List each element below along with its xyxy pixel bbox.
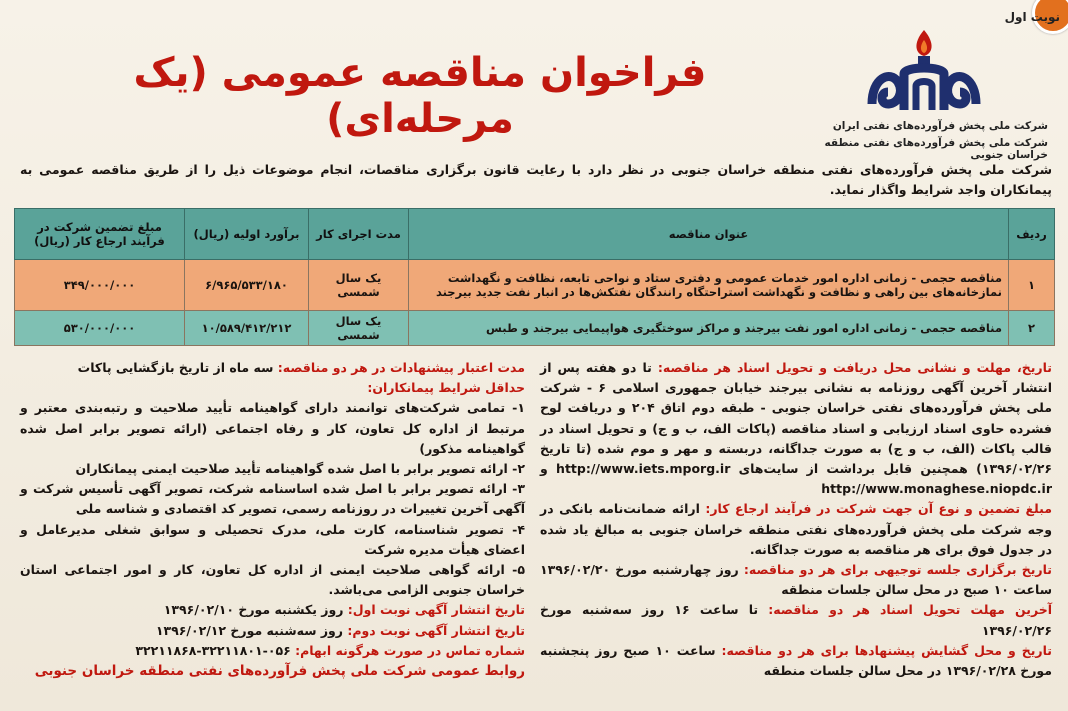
- contact-text: ۰۵۶-۳۲۲۱۱۸۰۱-۳۲۲۱۱۸۶۸: [135, 642, 296, 658]
- table-header-row: [15, 209, 1055, 260]
- right-column: [540, 358, 1052, 681]
- row-guarantee: ۳۴۹/۰۰۰/۰۰۰: [15, 260, 185, 311]
- left-column: [20, 358, 525, 681]
- deadline-text: تا دو هفته پس از انتشار آخرین آگهی روزنامه به نشانی بیرجند خیابان جمهوری اسلامی ۶ - شرکت ملی پخش فرآورده‌های نفتی خراسان جنوبی - طبقه دوم اتاق ۲۰۴ و دریافت لوح فشرده حاوی اسناد ارزیابی و اسناد مناقصه (پاکات الف، ب و ج) و تحویل اسناد در قالب پاکات (الف، ب و ج) به صورت جداگانه، دربسته و مهر و موم شده (تا تاریخ ۱۳۹۶/۰۲/۲۶) همچنین قابل برداشت از سایت‌های: [540, 360, 1053, 477]
- condition-item: ۲- ارائه تصویر برابر با اصل شده گواهینامه تأیید صلاحیت ایمنی پیمانکاران: [75, 461, 525, 477]
- row-duration: یک سال شمسی: [309, 311, 409, 346]
- header-row-number: ردیف: [1009, 209, 1055, 260]
- footer-public-relations: روابط عمومی شرکت ملی پخش فرآورده‌های نفتی منطقه خراسان جنوبی: [34, 663, 525, 680]
- company-name-national: شرکت ملی پخش فرآورده‌های نفتی ایران: [832, 120, 1048, 132]
- deadline-label: تاریخ، مهلت و نشانی محل دریافت و تحویل اسناد هر مناقصه:: [657, 360, 1052, 375]
- notice-title: فراخوان مناقصه عمومی (یک مرحله‌ای): [133, 50, 707, 142]
- opening-text: ساعت ۱۰ صبح روز پنجشنبه مورخ ۱۳۹۶/۰۲/۲۸ در محل سالن جلسات منطقه: [540, 642, 1052, 679]
- intro-paragraph: شرکت ملی پخش فرآورده‌های نفتی منطقه خراسان جنوبی در نظر دارد با رعایت قانون برگزاری مناقصات، انجام موضوعات ذیل را از طریق مناقصه عمومی به پیمانکاران واجد شرایط واگذار نماید.: [20, 162, 1052, 197]
- conditions-label: حداقل شرایط پیمانکاران:: [367, 380, 525, 396]
- guarantee-label: مبلغ تضمین و نوع آن جهت شرکت در فرآیند ارجاع کار:: [705, 501, 1052, 517]
- tender-table: [14, 208, 1055, 346]
- pub1-text: روز یکشنبه مورخ ۱۳۹۶/۰۲/۱۰: [163, 602, 348, 618]
- submit-label: آخرین مهلت تحویل اسناد هر دو مناقصه:: [768, 602, 1053, 618]
- condition-item: ۱- تمامی شرکت‌های توانمند دارای گواهینامه تأیید صلاحیت و رتبه‌بندی معتبر و مرتبط از اداره کل تعاون، کار و رفاه اجتماعی (ارائه تصویر برابر اصل شده گواهینامه مذکور): [20, 400, 525, 456]
- company-name-regional: شرکت ملی پخش فرآورده‌های نفتی منطقه خراسان جنوبی: [824, 137, 1048, 161]
- pub2-text: روز سه‌شنبه مورخ ۱۳۹۶/۰۲/۱۲: [155, 622, 348, 638]
- validity-label: مدت اعتبار پیشنهادات در هر دو مناقصه:: [277, 360, 525, 375]
- pub1-label: تاریخ انتشار آگهی نوبت اول:: [347, 602, 525, 618]
- site-link-iets[interactable]: http://www.iets.mporg.ir: [556, 461, 731, 477]
- table-row: [15, 260, 1055, 311]
- row-duration: یک سال شمسی: [309, 260, 409, 311]
- row-estimate: ۶/۹۶۵/۵۳۳/۱۸۰: [185, 260, 309, 311]
- row-guarantee: ۵۳۰/۰۰۰/۰۰۰: [15, 311, 185, 346]
- row-estimate: ۱۰/۵۸۹/۴۱۲/۲۱۲: [185, 311, 309, 346]
- condition-item: ۳- ارائه تصویر برابر با اصل شده اساسنامه شرکت، تصویر آگهی تأسیس شرکت و آگهی آخرین تغییرات در روزنامه رسمی، تصویر کد اقتصادی و شناسه ملی: [20, 481, 525, 517]
- opening-label: تاریخ و محل گشایش پیشنهادها برای هر دو مناقصه:: [721, 642, 1052, 658]
- submit-text: تا ساعت ۱۶ روز سه‌شنبه مورخ ۱۳۹۶/۰۲/۲۶: [540, 602, 1052, 638]
- row-subject: مناقصه حجمی - زمانی اداره امور نفت بیرجند و مراکز سوختگیری هواپیمایی بیرجند و طبس: [409, 311, 1009, 346]
- round-label: نوبت اول: [1004, 10, 1060, 24]
- site-link-monaghese[interactable]: http://www.monaghese.niopdc.ir: [821, 481, 1052, 497]
- condition-item: ۴- تصویر شناسنامه، کارت ملی، مدرک تحصیلی و سوابق شغلی مدیرعامل و اعضای هیأت مدیره شرکت: [20, 521, 525, 557]
- header-subject: عنوان مناقصه: [409, 209, 1009, 260]
- row-number: ۱: [1009, 260, 1055, 311]
- contact-label: شماره تماس در صورت هرگونه ابهام:: [295, 642, 525, 658]
- header-duration: مدت اجرای کار: [309, 209, 409, 260]
- briefing-label: تاریخ برگزاری جلسه توجیهی برای هر دو مناقصه:: [743, 562, 1052, 578]
- briefing-text: روز چهارشنبه مورخ ۱۳۹۶/۰۲/۲۰ ساعت ۱۰ صبح در محل سالن جلسات منطقه: [540, 562, 1052, 598]
- row-number: ۲: [1009, 311, 1055, 346]
- row-subject: مناقصه حجمی - زمانی اداره امور خدمات عمومی و دفتری ستاد و نواحی تابعه، نظافت و نگهداشت نمازخانه‌های بین راهی و نظافت و نگهداشت استراحتگاه رانندگان نفتکش‌ها در انبار نفت جدید بیرجند: [409, 260, 1009, 311]
- condition-item: ۵- ارائه گواهی صلاحیت ایمنی از اداره کل تعاون، کار و امور اجتماعی استان خراسان جنوبی الزامی می‌باشد.: [20, 562, 525, 598]
- and-text: و: [540, 461, 557, 477]
- header-guarantee: مبلغ تضمین شرکت در فرآیند ارجاع کار (ریال): [15, 209, 185, 260]
- pub2-label: تاریخ انتشار آگهی نوبت دوم:: [347, 622, 525, 638]
- guarantee-text: ارائه ضمانت‌نامه بانکی در وجه شرکت ملی پخش فرآورده‌های نفتی منطقه خراسان جنوبی به مبالغ یاد شده در جدول فوق برای هر مناقصه به صورت جداگانه.: [540, 501, 1052, 557]
- header-estimate: برآورد اولیه (ریال): [185, 209, 309, 260]
- validity-text: سه ماه از تاریخ بازگشایی پاکات: [77, 360, 278, 375]
- niopdc-flame-logo-icon: [864, 26, 984, 122]
- table-row: [15, 311, 1055, 346]
